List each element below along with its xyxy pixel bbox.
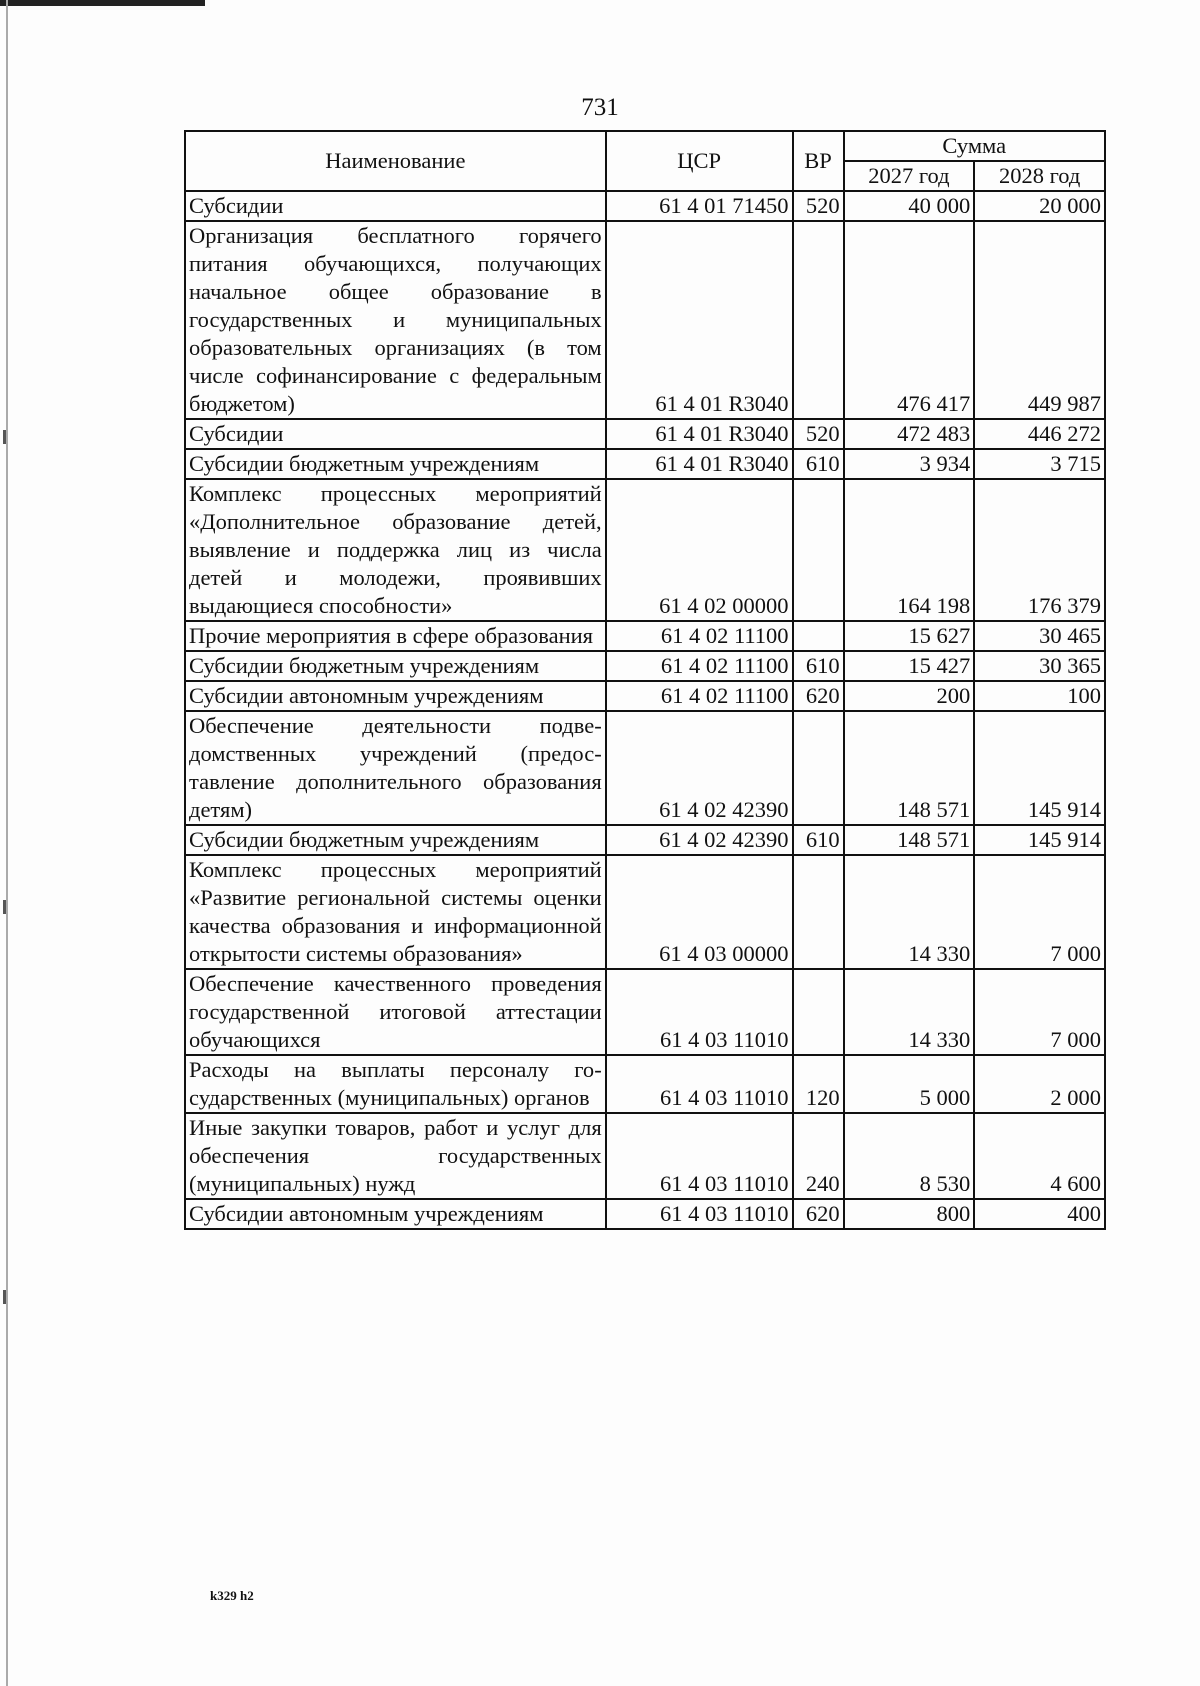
row-vr: 620 [793, 1199, 844, 1229]
table-row [185, 221, 1105, 419]
row-amount-2028: 176 379 [974, 479, 1105, 621]
row-csr: 61 4 03 11010 [606, 1113, 793, 1199]
row-amount-2027: 148 571 [844, 825, 975, 855]
row-csr: 61 4 02 11100 [606, 621, 793, 651]
row-csr: 61 4 02 11100 [606, 651, 793, 681]
row-vr: 120 [793, 1055, 844, 1113]
scan-mark [3, 900, 6, 914]
scan-mark [3, 430, 6, 444]
row-name: Субсидии автономным учреждениям [185, 681, 606, 711]
table-row [185, 621, 1105, 651]
row-vr: 610 [793, 651, 844, 681]
row-amount-2027: 15 427 [844, 651, 975, 681]
row-csr: 61 4 02 00000 [606, 479, 793, 621]
row-amount-2028: 400 [974, 1199, 1105, 1229]
row-csr: 61 4 01 R3040 [606, 449, 793, 479]
row-amount-2027: 800 [844, 1199, 975, 1229]
row-vr: 520 [793, 191, 844, 221]
row-amount-2027: 148 571 [844, 711, 975, 825]
row-amount-2027: 164 198 [844, 479, 975, 621]
row-csr: 61 4 01 71450 [606, 191, 793, 221]
table-body [185, 191, 1105, 1229]
row-name: Комплекс процессных мероприятий «Дополнительное образование детей, выявление и поддержка лиц из числа детей и молодежи, проявивших выдающиеся способности» [185, 479, 606, 621]
table-row [185, 191, 1105, 221]
row-amount-2027: 8 530 [844, 1113, 975, 1199]
table-row [185, 855, 1105, 969]
row-name: Иные закупки товаров, работ и услуг для обеспечения государственных (муниципальных) нужд [185, 1113, 606, 1199]
scan-edge-top [0, 0, 205, 6]
row-amount-2028: 7 000 [974, 855, 1105, 969]
row-name: Организация бесплатного горячего питания обучающихся, получающих начальное общее образование в государственных и муниципальных образовательных организациях (в том числе софинансирование с федеральным бюджетом) [185, 221, 606, 419]
row-vr: 610 [793, 449, 844, 479]
row-name: Субсидии бюджетным учреждениям [185, 651, 606, 681]
table-row [185, 651, 1105, 681]
row-vr [793, 711, 844, 825]
row-csr: 61 4 03 00000 [606, 855, 793, 969]
header-sum: Сумма [844, 131, 1105, 161]
table-row [185, 449, 1105, 479]
row-amount-2027: 14 330 [844, 969, 975, 1055]
row-vr [793, 969, 844, 1055]
row-name: Субсидии бюджетным учреждениям [185, 825, 606, 855]
row-vr: 520 [793, 419, 844, 449]
table-row [185, 681, 1105, 711]
footer-code: k329 h2 [210, 1588, 254, 1603]
budget-table [184, 130, 1106, 1230]
row-vr: 240 [793, 1113, 844, 1199]
row-name: Субсидии автономным учреждениям [185, 1199, 606, 1229]
row-amount-2028: 2 000 [974, 1055, 1105, 1113]
row-amount-2028: 100 [974, 681, 1105, 711]
row-amount-2028: 3 715 [974, 449, 1105, 479]
page-number: 731 [581, 94, 619, 121]
row-amount-2027: 14 330 [844, 855, 975, 969]
row-name: Субсидии [185, 419, 606, 449]
row-amount-2028: 145 914 [974, 825, 1105, 855]
table-row [185, 419, 1105, 449]
table-row [185, 825, 1105, 855]
row-amount-2028: 446 272 [974, 419, 1105, 449]
table-header [185, 131, 1105, 191]
row-amount-2028: 30 365 [974, 651, 1105, 681]
row-amount-2027: 3 934 [844, 449, 975, 479]
row-amount-2027: 472 483 [844, 419, 975, 449]
row-vr: 610 [793, 825, 844, 855]
scan-mark [3, 1290, 6, 1304]
row-csr: 61 4 03 11010 [606, 969, 793, 1055]
row-amount-2027: 15 627 [844, 621, 975, 651]
table-row [185, 1199, 1105, 1229]
row-vr [793, 855, 844, 969]
row-amount-2028: 449 987 [974, 221, 1105, 419]
row-amount-2028: 20 000 [974, 191, 1105, 221]
row-name: Обеспечение качественного проведения государственной итоговой аттестации обучающихся [185, 969, 606, 1055]
row-csr: 61 4 03 11010 [606, 1199, 793, 1229]
row-name: Расходы на выплаты персоналу государственных (муниципальных) органов [185, 1055, 606, 1113]
row-csr: 61 4 01 R3040 [606, 419, 793, 449]
row-amount-2027: 200 [844, 681, 975, 711]
row-amount-2027: 5 000 [844, 1055, 975, 1113]
row-name: Субсидии бюджетным учреждениям [185, 449, 606, 479]
row-name: Прочие мероприятия в сфере образования [185, 621, 606, 651]
table-row [185, 1055, 1105, 1113]
header-year-2027: 2027 год [844, 161, 975, 191]
table-row [185, 1113, 1105, 1199]
row-csr: 61 4 01 R3040 [606, 221, 793, 419]
table-row [185, 711, 1105, 825]
row-amount-2027: 40 000 [844, 191, 975, 221]
row-vr: 620 [793, 681, 844, 711]
header-csr: ЦСР [606, 131, 793, 191]
row-name: Субсидии [185, 191, 606, 221]
row-amount-2028: 7 000 [974, 969, 1105, 1055]
table-row [185, 969, 1105, 1055]
row-csr: 61 4 02 42390 [606, 711, 793, 825]
row-csr: 61 4 02 42390 [606, 825, 793, 855]
row-amount-2028: 30 465 [974, 621, 1105, 651]
row-vr [793, 479, 844, 621]
row-amount-2027: 476 417 [844, 221, 975, 419]
header-name: Наименование [185, 131, 606, 191]
scan-edge-left [6, 0, 8, 1686]
row-csr: 61 4 03 11010 [606, 1055, 793, 1113]
row-csr: 61 4 02 11100 [606, 681, 793, 711]
row-name: Обеспечение деятельности подведомственных учреждений (предоставление дополнительного образования детям) [185, 711, 606, 825]
table-row [185, 479, 1105, 621]
row-vr [793, 621, 844, 651]
row-amount-2028: 4 600 [974, 1113, 1105, 1199]
row-amount-2028: 145 914 [974, 711, 1105, 825]
header-year-2028: 2028 год [974, 161, 1105, 191]
row-name: Комплекс процессных мероприятий «Развитие региональной системы оценки качества образования и информационной открытости системы образования» [185, 855, 606, 969]
header-vr: ВР [793, 131, 844, 191]
row-vr [793, 221, 844, 419]
